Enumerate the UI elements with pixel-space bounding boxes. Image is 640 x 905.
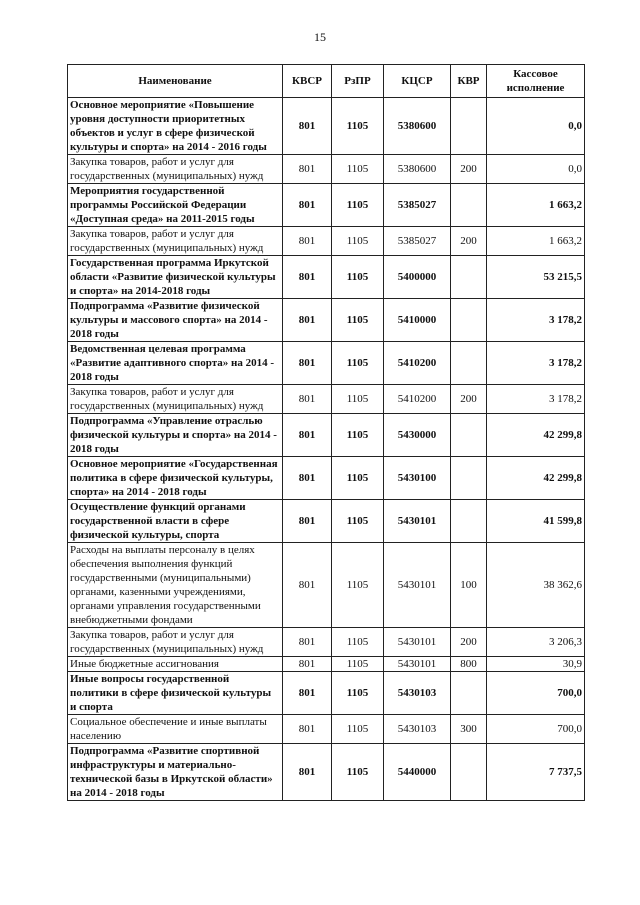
cell-amount: 700,0 <box>487 715 585 744</box>
cell-amount: 3 206,3 <box>487 628 585 657</box>
cell-kcsr: 5430101 <box>384 543 451 628</box>
cell-kvsr: 801 <box>283 299 332 342</box>
cell-amount: 1 663,2 <box>487 227 585 256</box>
cell-kvr: 300 <box>451 715 487 744</box>
cell-kvr: 200 <box>451 227 487 256</box>
cell-kvsr: 801 <box>283 672 332 715</box>
cell-rzpr: 1105 <box>332 385 384 414</box>
table-row <box>68 672 585 715</box>
cell-amount: 0,0 <box>487 98 585 155</box>
cell-name: Закупка товаров, работ и услуг для государственных (муниципальных) нужд <box>68 628 283 657</box>
cell-kvsr: 801 <box>283 715 332 744</box>
cell-kvsr: 801 <box>283 155 332 184</box>
cell-name: Ведомственная целевая программа «Развитие адаптивного спорта» на 2014 - 2018 годы <box>68 342 283 385</box>
cell-kvsr: 801 <box>283 500 332 543</box>
table-row <box>68 500 585 543</box>
table-row <box>68 227 585 256</box>
cell-kvr: 100 <box>451 543 487 628</box>
table-header-row <box>68 65 585 98</box>
cell-kcsr: 5410200 <box>384 385 451 414</box>
cell-amount: 38 362,6 <box>487 543 585 628</box>
table-row <box>68 385 585 414</box>
cell-amount: 42 299,8 <box>487 414 585 457</box>
cell-kcsr: 5430103 <box>384 672 451 715</box>
cell-kvsr: 801 <box>283 744 332 801</box>
cell-kvr <box>451 457 487 500</box>
cell-kcsr: 5385027 <box>384 184 451 227</box>
header-kcsr: КЦСР <box>384 65 451 98</box>
cell-amount: 3 178,2 <box>487 385 585 414</box>
cell-amount: 41 599,8 <box>487 500 585 543</box>
table-row <box>68 98 585 155</box>
table-row <box>68 715 585 744</box>
cell-kvr <box>451 744 487 801</box>
cell-name: Осуществление функций органами государственной власти в сфере физической культуры, спорта <box>68 500 283 543</box>
cell-kvsr: 801 <box>283 342 332 385</box>
cell-rzpr: 1105 <box>332 98 384 155</box>
cell-name: Подпрограмма «Управление отраслью физической культуры и спорта» на 2014 - 2018 годы <box>68 414 283 457</box>
cell-name: Основное мероприятие «Повышение уровня доступности приоритетных объектов и услуг в сфере физической культуры и спорта» на 2014 - 2016 годы <box>68 98 283 155</box>
cell-kvsr: 801 <box>283 227 332 256</box>
cell-kvr <box>451 672 487 715</box>
cell-kcsr: 5380600 <box>384 98 451 155</box>
table-row <box>68 256 585 299</box>
cell-amount: 700,0 <box>487 672 585 715</box>
cell-kvr: 200 <box>451 155 487 184</box>
cell-rzpr: 1105 <box>332 342 384 385</box>
cell-name: Закупка товаров, работ и услуг для государственных (муниципальных) нужд <box>68 385 283 414</box>
cell-amount: 3 178,2 <box>487 342 585 385</box>
cell-kcsr: 5400000 <box>384 256 451 299</box>
cell-amount: 42 299,8 <box>487 457 585 500</box>
cell-rzpr: 1105 <box>332 155 384 184</box>
cell-kvsr: 801 <box>283 256 332 299</box>
cell-kvr <box>451 500 487 543</box>
cell-kvr <box>451 256 487 299</box>
table-row <box>68 628 585 657</box>
cell-rzpr: 1105 <box>332 227 384 256</box>
cell-name: Государственная программа Иркутской области «Развитие физической культуры и спорта» на 2014-2018 годы <box>68 256 283 299</box>
cell-kvr <box>451 98 487 155</box>
header-rzpr: РзПР <box>332 65 384 98</box>
budget-table <box>67 64 585 801</box>
cell-kcsr: 5410200 <box>384 342 451 385</box>
cell-kcsr: 5440000 <box>384 744 451 801</box>
header-amount: Кассовое исполнение <box>487 65 585 98</box>
cell-kvr <box>451 299 487 342</box>
cell-kvsr: 801 <box>283 385 332 414</box>
header-name: Наименование <box>68 65 283 98</box>
cell-name: Иные бюджетные ассигнования <box>68 657 283 672</box>
header-kvsr: КВСР <box>283 65 332 98</box>
cell-amount: 3 178,2 <box>487 299 585 342</box>
cell-name: Иные вопросы государственной политики в сфере физической культуры и спорта <box>68 672 283 715</box>
page-number: 15 <box>314 30 326 44</box>
cell-kvsr: 801 <box>283 657 332 672</box>
table-row <box>68 184 585 227</box>
cell-rzpr: 1105 <box>332 628 384 657</box>
cell-kvsr: 801 <box>283 457 332 500</box>
table-row <box>68 457 585 500</box>
cell-kcsr: 5380600 <box>384 155 451 184</box>
cell-name: Социальное обеспечение и иные выплаты населению <box>68 715 283 744</box>
cell-kcsr: 5430103 <box>384 715 451 744</box>
cell-kvr: 200 <box>451 385 487 414</box>
cell-rzpr: 1105 <box>332 744 384 801</box>
cell-kcsr: 5430100 <box>384 457 451 500</box>
cell-rzpr: 1105 <box>332 414 384 457</box>
cell-rzpr: 1105 <box>332 672 384 715</box>
cell-rzpr: 1105 <box>332 256 384 299</box>
table-row <box>68 657 585 672</box>
cell-name: Закупка товаров, работ и услуг для государственных (муниципальных) нужд <box>68 155 283 184</box>
cell-amount: 7 737,5 <box>487 744 585 801</box>
table-row <box>68 543 585 628</box>
cell-name: Мероприятия государственной программы Российской Федерации «Доступная среда» на 2011-2015 годы <box>68 184 283 227</box>
cell-kcsr: 5430000 <box>384 414 451 457</box>
cell-rzpr: 1105 <box>332 457 384 500</box>
cell-name: Расходы на выплаты персоналу в целях обеспечения выполнения функций государственными (муниципальными) органами, казенными учреждениями, органами управления государственными внебюджетными фондами <box>68 543 283 628</box>
cell-name: Закупка товаров, работ и услуг для государственных (муниципальных) нужд <box>68 227 283 256</box>
table-row <box>68 299 585 342</box>
header-kvr: КВР <box>451 65 487 98</box>
cell-rzpr: 1105 <box>332 543 384 628</box>
cell-amount: 53 215,5 <box>487 256 585 299</box>
cell-name: Основное мероприятие «Государственная политика в сфере физической культуры, спорта» на 2014 - 2018 годы <box>68 457 283 500</box>
table-row <box>68 414 585 457</box>
cell-kvsr: 801 <box>283 184 332 227</box>
cell-kcsr: 5430101 <box>384 628 451 657</box>
cell-kvr: 200 <box>451 628 487 657</box>
cell-kcsr: 5430101 <box>384 500 451 543</box>
cell-kcsr: 5385027 <box>384 227 451 256</box>
cell-kvr: 800 <box>451 657 487 672</box>
cell-kvsr: 801 <box>283 98 332 155</box>
cell-amount: 0,0 <box>487 155 585 184</box>
cell-name: Подпрограмма «Развитие спортивной инфраструктуры и материально-технической базы в Иркутской области» на 2014 - 2018 годы <box>68 744 283 801</box>
cell-kcsr: 5410000 <box>384 299 451 342</box>
cell-kvsr: 801 <box>283 628 332 657</box>
table-row <box>68 155 585 184</box>
cell-kvr <box>451 414 487 457</box>
cell-rzpr: 1105 <box>332 715 384 744</box>
cell-kvsr: 801 <box>283 543 332 628</box>
cell-kvr <box>451 342 487 385</box>
table-row <box>68 342 585 385</box>
cell-rzpr: 1105 <box>332 500 384 543</box>
table-body <box>68 98 585 801</box>
table-row <box>68 744 585 801</box>
cell-amount: 1 663,2 <box>487 184 585 227</box>
cell-rzpr: 1105 <box>332 299 384 342</box>
cell-rzpr: 1105 <box>332 657 384 672</box>
cell-kvsr: 801 <box>283 414 332 457</box>
cell-amount: 30,9 <box>487 657 585 672</box>
cell-kvr <box>451 184 487 227</box>
cell-name: Подпрограмма «Развитие физической культуры и массового спорта» на 2014 - 2018 годы <box>68 299 283 342</box>
cell-kcsr: 5430101 <box>384 657 451 672</box>
cell-rzpr: 1105 <box>332 184 384 227</box>
